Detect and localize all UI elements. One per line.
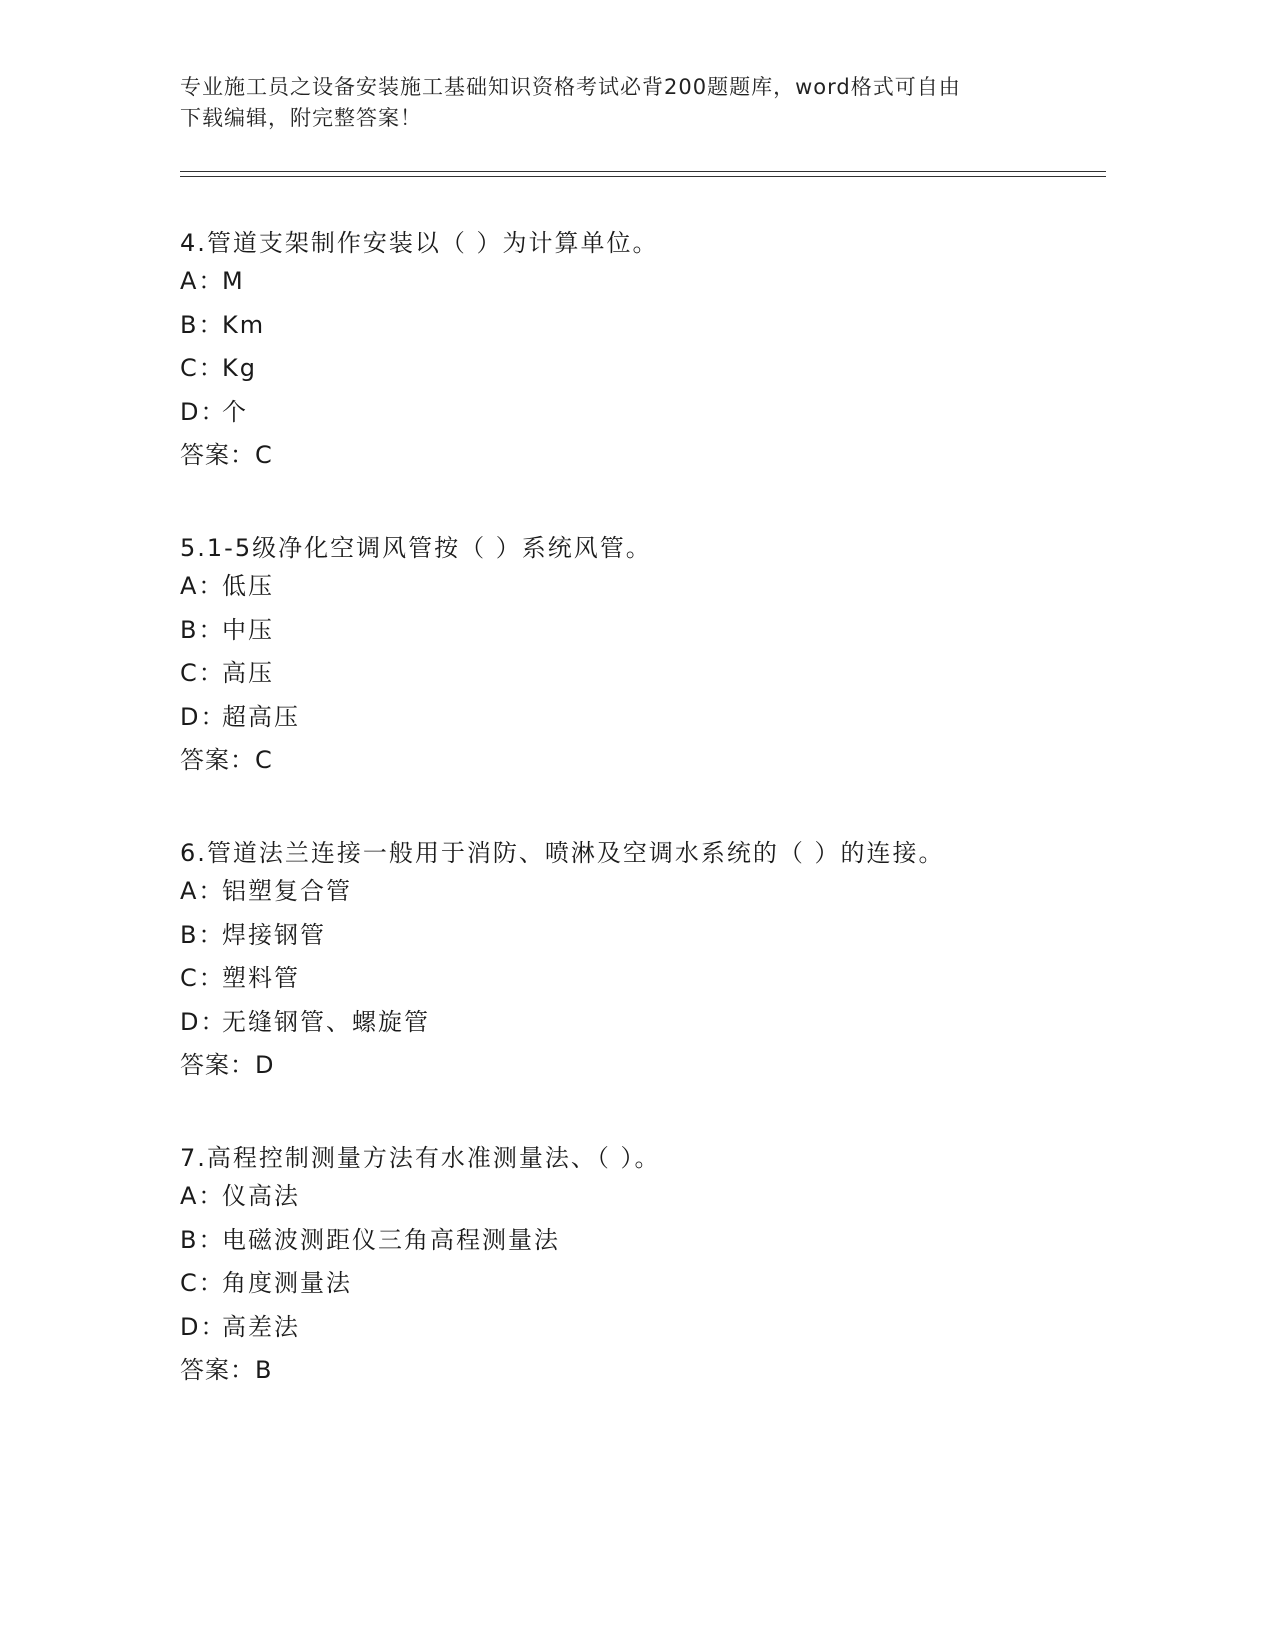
header-divider-top: [180, 171, 1106, 172]
option-text: 高差法: [222, 1312, 300, 1341]
question-list: [180, 226, 1120, 1446]
header-line-2: 下载编辑，附完整答案！: [180, 106, 422, 130]
option-d: [180, 395, 1120, 439]
option-letter: B：: [180, 615, 225, 644]
option-letter: C：: [180, 964, 225, 992]
answer-line: 答案：C: [180, 746, 273, 774]
option-text: 铝塑复合管: [222, 877, 352, 905]
question-stem: 6.管道法兰连接一般用于消防、喷淋及空调水系统的（ ）的连接。: [180, 839, 945, 867]
option-text: 焊接钢管: [222, 920, 326, 949]
document-header: [180, 72, 1080, 134]
question-stem: 4.管道支架制作安装以（ ）为计算单位。: [180, 229, 659, 257]
question-4: [180, 226, 1120, 531]
option-text: 高压: [222, 659, 274, 687]
answer-line: 答案：B: [180, 1356, 273, 1384]
option-letter: B：: [180, 310, 225, 339]
header-line-1: 专业施工员之设备安装施工基础知识资格考试必背200题题库，word格式可自由: [180, 75, 961, 99]
option-text: 中压: [222, 615, 274, 644]
option-text: M: [222, 267, 245, 295]
option-text: 仪高法: [222, 1182, 300, 1210]
option-text: Kg: [222, 354, 257, 382]
option-d: [180, 700, 1120, 744]
option-d: [180, 1005, 1120, 1049]
option-letter: D：: [180, 1312, 227, 1341]
option-b: [180, 308, 1120, 352]
option-letter: A：: [180, 572, 225, 600]
option-text: Km: [222, 310, 266, 339]
option-text: 无缝钢管、螺旋管: [222, 1007, 430, 1036]
option-b: [180, 1223, 1120, 1267]
option-c: [180, 351, 1120, 395]
option-letter: C：: [180, 354, 225, 382]
option-c: [180, 961, 1120, 1005]
option-letter: C：: [180, 1269, 225, 1297]
option-b: [180, 918, 1120, 962]
answer-line: 答案：D: [180, 1051, 275, 1079]
answer-line: 答案：C: [180, 441, 273, 469]
option-letter: A：: [180, 267, 225, 295]
option-letter: C：: [180, 659, 225, 687]
option-c: [180, 656, 1120, 700]
option-a: [180, 1179, 1120, 1223]
option-text: 角度测量法: [222, 1269, 352, 1297]
option-text: 个: [222, 397, 248, 426]
question-stem: 7.高程控制测量方法有水准测量法、（ ）。: [180, 1144, 661, 1172]
option-letter: A：: [180, 877, 225, 905]
option-text: 低压: [222, 572, 274, 600]
option-a: [180, 264, 1120, 308]
question-6: [180, 836, 1120, 1141]
option-d: [180, 1310, 1120, 1354]
option-a: [180, 569, 1120, 613]
option-letter: A：: [180, 1182, 225, 1210]
option-letter: B：: [180, 1225, 225, 1254]
header-divider-bottom: [180, 176, 1106, 177]
option-text: 塑料管: [222, 964, 300, 992]
option-a: [180, 874, 1120, 918]
option-text: 超高压: [222, 702, 300, 731]
option-c: [180, 1266, 1120, 1310]
option-letter: D：: [180, 702, 227, 731]
option-text: 电磁波测距仪三角高程测量法: [222, 1225, 560, 1254]
question-stem: 5.1-5级净化空调风管按（ ）系统风管。: [180, 534, 652, 562]
option-letter: D：: [180, 1007, 227, 1036]
option-letter: D：: [180, 397, 227, 426]
question-5: [180, 531, 1120, 836]
question-7: [180, 1141, 1120, 1446]
option-b: [180, 613, 1120, 657]
option-letter: B：: [180, 920, 225, 949]
